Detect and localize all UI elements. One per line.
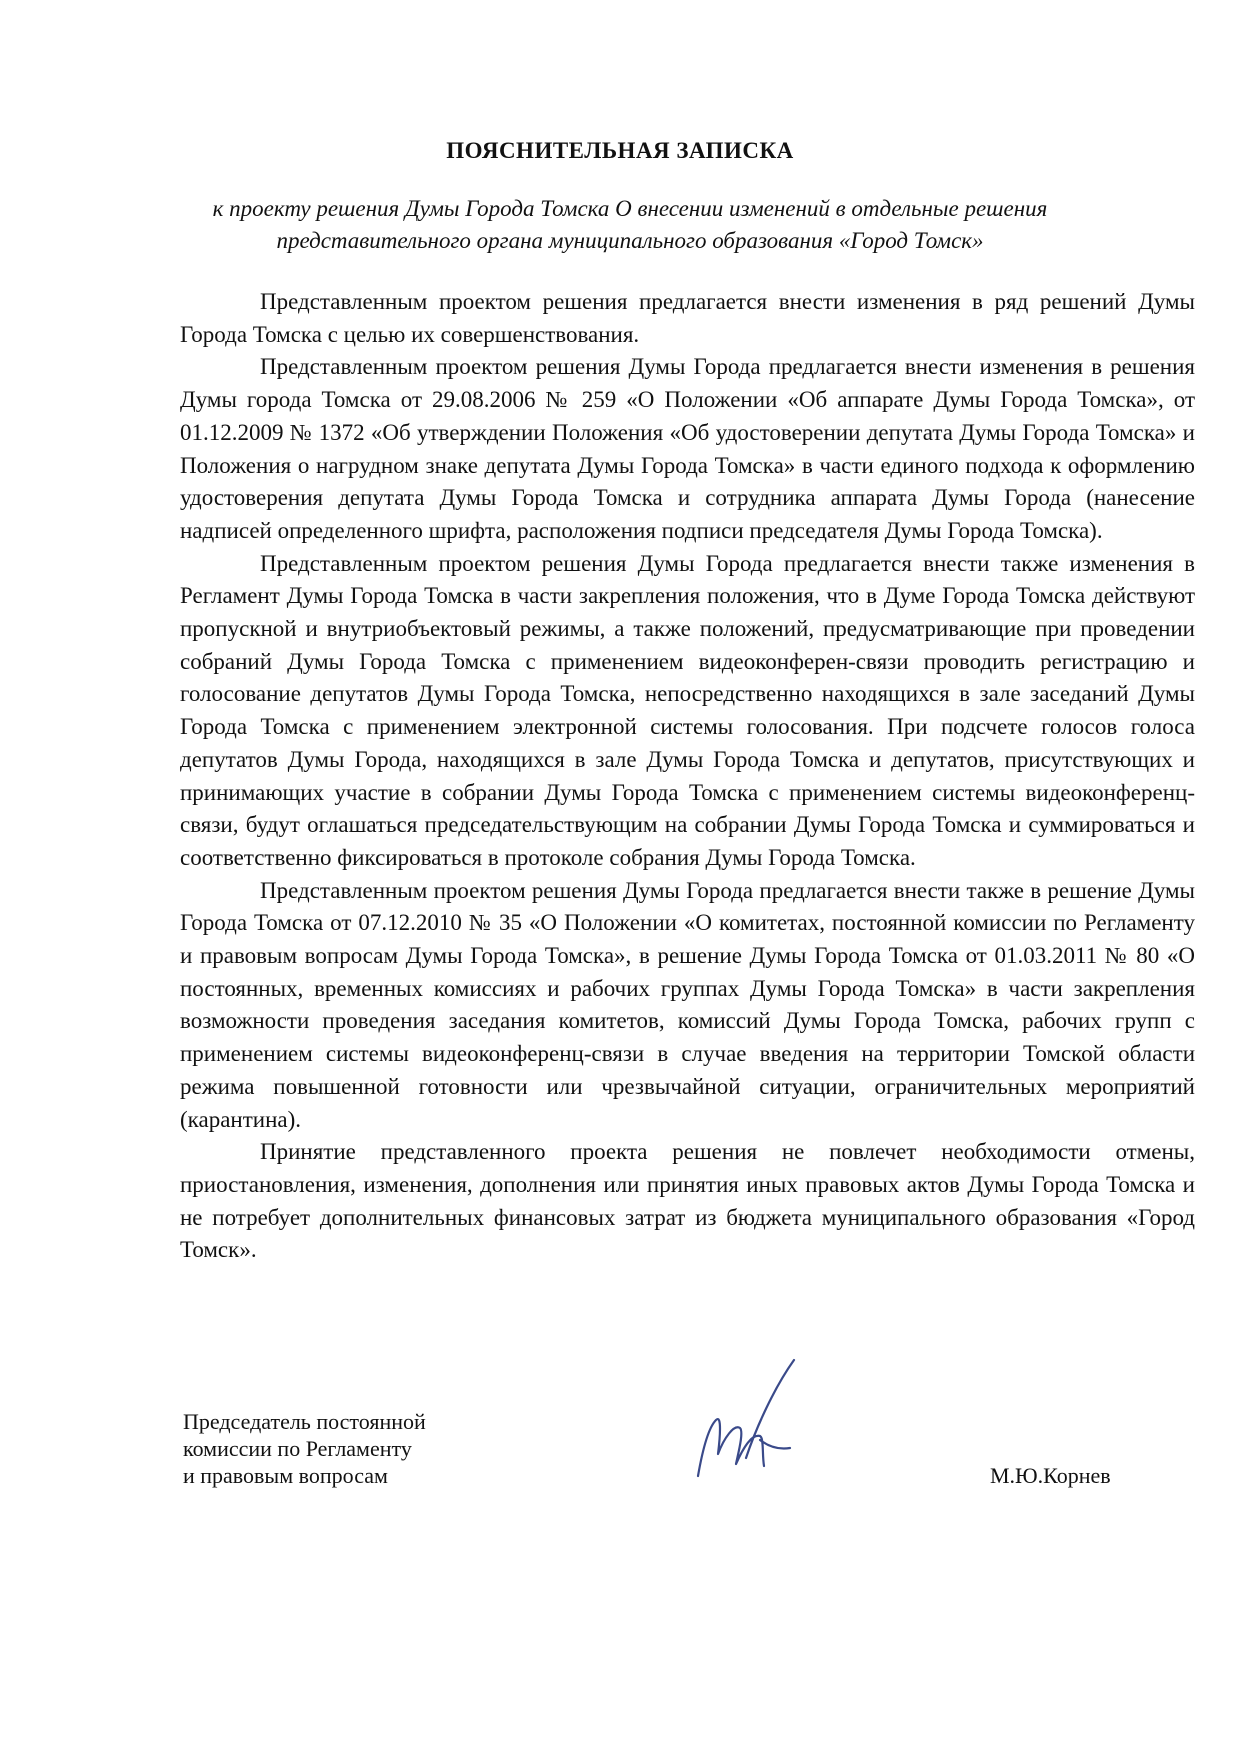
subtitle-line: к проекту решения Думы Города Томска О внесении изменений в отдельные решения xyxy=(212,196,1048,221)
signer-title xyxy=(183,1408,426,1489)
handwritten-signature xyxy=(690,1358,800,1488)
body-paragraph: Представленным проектом решения Думы Города предлагается внести изменения в решения Думы города Томска от 29.08.2006 № 259 «О Положении «Об аппарате Думы Города Томска», от 01.12.2009 № 1372 «Об утверждении Положения «Об удостоверении депутата Думы Города Томска» и Положения о нагрудном знаке депутата Думы Города Томска» в части единого подхода к оформлению удостоверения депутата Думы Города Томска и сотрудника аппарата Думы Города (нанесение надписей определенного шрифта, расположения подписи председателя Думы Города Томска). xyxy=(180,354,1195,543)
document-body xyxy=(180,286,1195,1267)
body-paragraph: Принятие представленного проекта решения не повлечет необходимости отмены, приостановления, изменения, дополнения или принятия иных правовых актов Думы Города Томска и не потребует дополнительных финансовых затрат из бюджета муниципального образования «Город Томск». xyxy=(180,1139,1195,1263)
document-subtitle xyxy=(200,193,1060,257)
signer-title-line: комиссии по Регламенту xyxy=(183,1436,412,1461)
document-title: ПОЯСНИТЕЛЬНАЯ ЗАПИСКА xyxy=(446,138,794,163)
body-paragraph: Представленным проектом решения Думы Города предлагается внести также в решение Думы Города Томска от 07.12.2010 № 35 «О Положении «О комитетах, постоянной комиссии по Регламенту и правовым вопросам Думы Города Томска», в решение Думы Города Томска от 01.03.2011 № 80 «О постоянных, временных комиссиях и рабочих группах Думы Города Томска» в части закрепления возможности проведения заседания комитетов, комиссий Думы Города Томска, рабочих групп с применением системы видеоконференц-связи в случае введения на территории Томской области режима повышенной готовности или чрезвычайной ситуации, ограничительных мероприятий (карантина). xyxy=(180,877,1195,1132)
body-paragraph: Представленным проектом решения предлагается внести изменения в ряд решений Думы Города Томска с целью их совершенствования. xyxy=(180,289,1195,347)
signer-title-line: и правовым вопросам xyxy=(183,1463,388,1488)
body-paragraph: Представленным проектом решения Думы Города предлагается внести также изменения в Регламент Думы Города Томска в части закрепления положения, что в Думе Города Томска действуют пропускной и внутриобъектовый режимы, а также положений, предусматривающие при проведении собраний Думы Города Томска с применением видеоконферен-связи проводить регистрацию и голосование депутатов Думы Города Томска, непосредственно находящихся в зале заседаний Думы Города Томска с применением электронной системы голосования. При подсчете голосов голоса депутатов Думы Города, находящихся в зале Думы Города Томска и депутатов, присутствующих и принимающих участие в собрании Думы Города Томска с применением системы видеоконференц-связи, будут оглашаться председательствующим на собрании Думы Города Томска и суммироваться и соответственно фиксироваться в протоколе собрания Думы Города Томска. xyxy=(180,550,1195,870)
signer-title-line: Председатель постоянной xyxy=(183,1409,426,1434)
signer-name: М.Ю.Корнев xyxy=(990,1463,1111,1488)
subtitle-line: представительного органа муниципального образования «Город Томск» xyxy=(276,228,984,253)
